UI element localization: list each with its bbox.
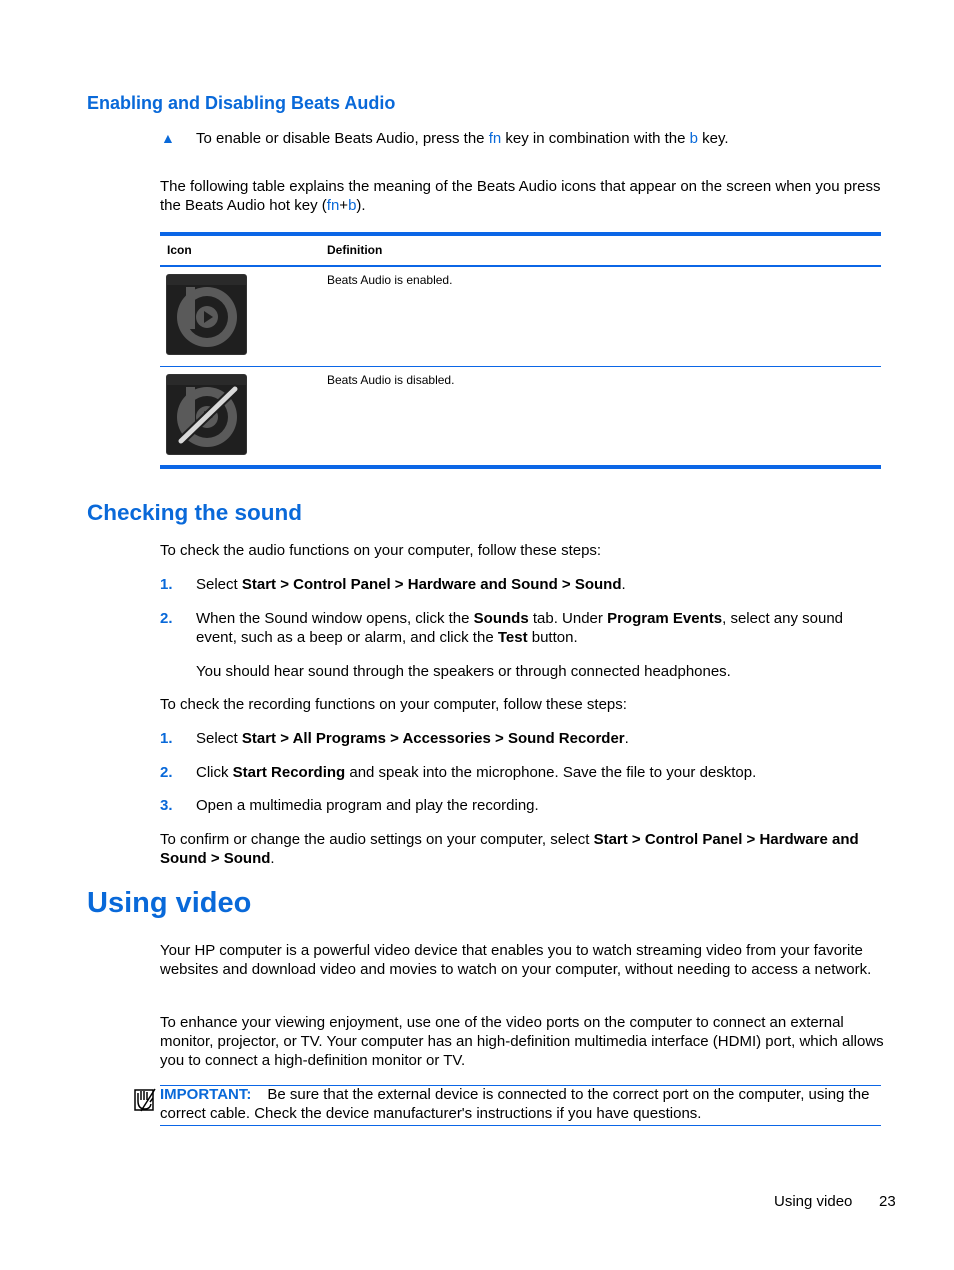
table-bottom-rule [160,465,881,469]
step-note: You should hear sound through the speakers or through connected headphones. [196,663,731,680]
step-number: 1. [160,576,173,593]
recording-step-3: Open a multimedia program and play the recording. [196,797,539,814]
step-text-part: Click [196,764,233,781]
confirm-text-part: . [270,850,275,867]
beats-enabled-icon [166,274,247,355]
beats-bullet-text [196,129,886,148]
important-label: IMPORTANT: [160,1086,252,1103]
fn-key-label: fn [488,130,502,147]
triangle-bullet-icon: ▲ [161,130,175,146]
step-number: 3. [160,797,173,814]
table-header-icon: Icon [167,243,192,257]
intro-text-part: ). [356,197,366,214]
menu-path: Start > Control Panel > Hardware and Sound > Sound [241,576,622,593]
menu-path: Start > All Programs > Accessories > Sound Recorder [241,730,625,747]
section-heading-sound: Checking the sound [87,500,303,525]
table-top-rule [160,232,881,236]
bullet-text-part: key. [698,130,729,147]
recording-step-1 [196,729,629,748]
step-number: 2. [160,764,173,781]
bullet-text-part: To enable or disable Beats Audio, press the [196,130,489,147]
recording-step-2 [196,763,756,782]
confirm-text-part: To confirm or change the audio settings on your computer, select [160,831,594,848]
note-bottom-rule [160,1125,881,1126]
step-text-part: tab. Under [528,610,608,627]
page-number: 23 [879,1193,896,1210]
chapter-heading-video: Using video [87,887,252,919]
recording-intro: To check the recording functions on your computer, follow these steps: [160,696,627,713]
b-key-label: b [689,130,698,147]
step-number: 1. [160,730,173,747]
video-paragraph-1: Your HP computer is a powerful video device that enables you to watch streaming video from your favorite websites and download video and movies to watch on your computer, without needing to access a network. [160,942,872,978]
important-text [160,1085,881,1123]
step-text-part: and speak into the microphone. Save the file to your desktop. [345,764,757,781]
sound-intro: To check the audio functions on your computer, follow these steps: [160,542,602,559]
step-number: 2. [160,610,173,627]
intro-text-part: + [339,197,349,214]
step-text-part: When the Sound window opens, click the [196,610,474,627]
ui-term: Sounds [473,610,529,627]
important-body: Be sure that the external device is connected to the correct port on the computer, using the correct cable. Check the device manufacturer's instructions if you have questions. [160,1086,870,1122]
table-cell-definition: Beats Audio is enabled. [327,273,453,287]
step-text-part: Select [196,730,242,747]
bullet-text-part: key in combination with the [501,130,690,147]
table-header-rule [160,265,881,267]
menu-path: Start > Control Panel > Hardware and Sound > Sound [160,831,859,867]
sound-step-1 [196,575,886,594]
table-cell-definition: Beats Audio is disabled. [327,373,455,387]
intro-text-part: The following table explains the meaning of the Beats Audio icons that appear on the screen when you press the Beats Audio hot key ( [160,178,881,214]
fn-key-label: fn [326,197,340,214]
beats-disabled-icon [166,374,247,455]
step-text-part: . [624,730,629,747]
step-text-part: Select [196,576,242,593]
b-key-label: b [348,197,357,214]
video-paragraph-2: To enhance your viewing enjoyment, use one of the video ports on the computer to connect an external monitor, projector, or TV. Your computer has an high-definition multimedia interface (HDMI) port, which allows you to connect a high-definition monitor or TV. [160,1014,884,1069]
important-hand-icon [133,1087,159,1113]
step-text-part: button. [527,629,578,646]
beats-table-intro [160,177,881,215]
ui-term: Test [497,629,528,646]
section-heading-beats: Enabling and Disabling Beats Audio [87,93,396,113]
ui-term: Start Recording [232,764,346,781]
footer-section-title: Using video [774,1193,853,1210]
table-header-definition: Definition [327,243,383,257]
step-text-part: , select any sound event, such as a beep or alarm, and click the [196,610,844,646]
sound-step-2 [196,609,856,647]
step-text-part: . [621,576,626,593]
table-row-rule [160,366,881,367]
confirm-paragraph [160,830,885,868]
ui-term: Program Events [607,610,723,627]
